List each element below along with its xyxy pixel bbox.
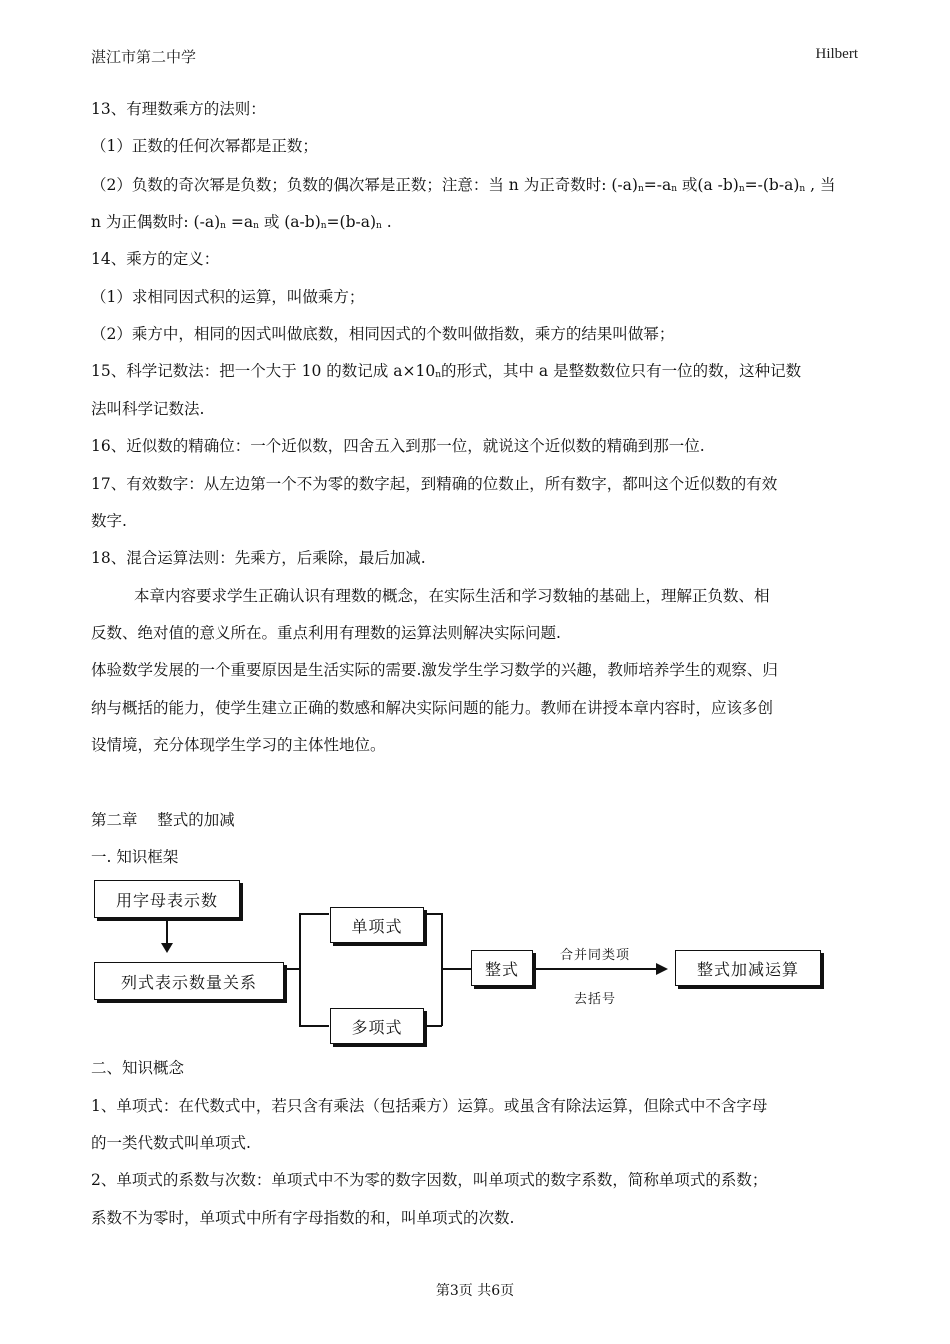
monomial-def-line-2: 的一类代数式叫单项式. xyxy=(91,1134,251,1152)
arrow-right-icon xyxy=(656,963,668,975)
coef-degree-line-2: 系数不为零时，单项式中所有字母指数的和，叫单项式的次数. xyxy=(91,1209,515,1227)
knowledge-concepts-heading: 二、知识概念 xyxy=(91,1059,185,1077)
diagram-connector xyxy=(426,913,442,915)
diagram-box-letters-for-numbers: 用字母表示数 xyxy=(94,880,240,918)
knowledge-framework-heading: 一. 知识框架 xyxy=(91,848,179,866)
sig-figs-line-2: 数字. xyxy=(91,512,127,530)
def-14-item-1: （1）求相同因式积的运算，叫做乘方； xyxy=(91,288,365,306)
diagram-connector xyxy=(299,1025,329,1027)
diagram-connector xyxy=(441,913,443,1026)
summary-para-1-line-2: 反数、绝对值的意义所在。重点利用有理数的运算法则解决实际问题. xyxy=(91,624,561,642)
diagram-connector xyxy=(441,968,471,970)
summary-para-2-line-1: 体验数学发展的一个重要原因是生活实际的需要.激发学生学习数学的兴趣，教师培养学生的观察、归 xyxy=(91,661,778,679)
monomial-def-line-1: 1、单项式：在代数式中，若只含有乘法（包括乘方）运算。或虽含有除法运算，但除式中不含字母 xyxy=(91,1097,768,1115)
diagram-connector xyxy=(426,1025,442,1027)
approx-precision: 16、近似数的精确位：一个近似数，四舍五入到那一位，就说这个近似数的精确到那一位. xyxy=(91,437,705,455)
header-author: Hilbert xyxy=(815,46,858,62)
diagram-box-polynomial: 多项式 xyxy=(330,1008,424,1044)
rule-13-title: 13、有理数乘方的法则： xyxy=(91,100,266,118)
rule-13-item-2: （2）负数的奇次幂是负数；负数的偶次幂是正数；注意：当 n 为正奇数时: (-a)n=-an 或(a -b)n=-(b-a)n , 当 xyxy=(91,176,836,194)
arrow-down-icon xyxy=(161,943,173,953)
sci-notation-line-2: 法叫科学记数法. xyxy=(91,400,205,418)
rule-13-item-2-cont: n 为正偶数时: (-a)n =an 或 (a-b)n=(b-a)n . xyxy=(91,213,392,231)
sig-figs-line-1: 17、有效数字：从左边第一个不为零的数字起，到精确的位数止，所有数字，都叫这个近似数的有效 xyxy=(91,475,778,493)
header-school: 湛江市第二中学 xyxy=(91,48,197,66)
summary-para-2-line-3: 设情境，充分体现学生学习的主体性地位。 xyxy=(91,736,386,754)
diagram-box-monomial: 单项式 xyxy=(330,907,424,943)
page-number: 第3页 共6页 xyxy=(435,1283,515,1299)
diagram-connector xyxy=(535,968,657,970)
chapter-2-title: 第二章 整式的加减 xyxy=(91,811,235,829)
summary-para-1-line-1: 本章内容要求学生正确认识有理数的概念，在实际生活和学习数轴的基础上，理解正负数、相 xyxy=(134,587,770,605)
mixed-ops-rule: 18、混合运算法则：先乘方，后乘除，最后加减. xyxy=(91,549,426,567)
def-14-item-2: （2）乘方中，相同的因式叫做底数，相同因式的个数叫做指数，乘方的结果叫做幂； xyxy=(91,325,675,343)
sci-notation-line-1: 15、科学记数法：把一个大于 10 的数记成 a×10n的形式，其中 a 是整数数位只有一位的数，这种记数 xyxy=(91,362,802,380)
diagram-connector xyxy=(286,968,300,970)
diagram-connector xyxy=(299,913,329,915)
diagram-connector xyxy=(299,913,301,1026)
rule-13-item-1: （1）正数的任何次幂都是正数； xyxy=(91,137,318,155)
diagram-box-quantity-relations: 列式表示数量关系 xyxy=(94,962,284,1000)
def-14-title: 14、乘方的定义： xyxy=(91,250,220,268)
summary-para-2-line-2: 纳与概括的能力，使学生建立正确的数感和解决实际问题的能力。教师在讲授本章内容时，应该多创 xyxy=(91,699,774,717)
diagram-box-polynomial-expression: 整式 xyxy=(471,950,533,986)
diagram-box-add-subtract-operations: 整式加减运算 xyxy=(675,950,821,986)
diagram-label-combine-like-terms: 合并同类项 xyxy=(560,948,631,963)
coef-degree-line-1: 2、单项式的系数与次数：单项式中不为零的数字因数，叫单项式的数字系数，简称单项式的系数； xyxy=(91,1171,768,1189)
diagram-label-remove-brackets: 去括号 xyxy=(574,992,617,1007)
